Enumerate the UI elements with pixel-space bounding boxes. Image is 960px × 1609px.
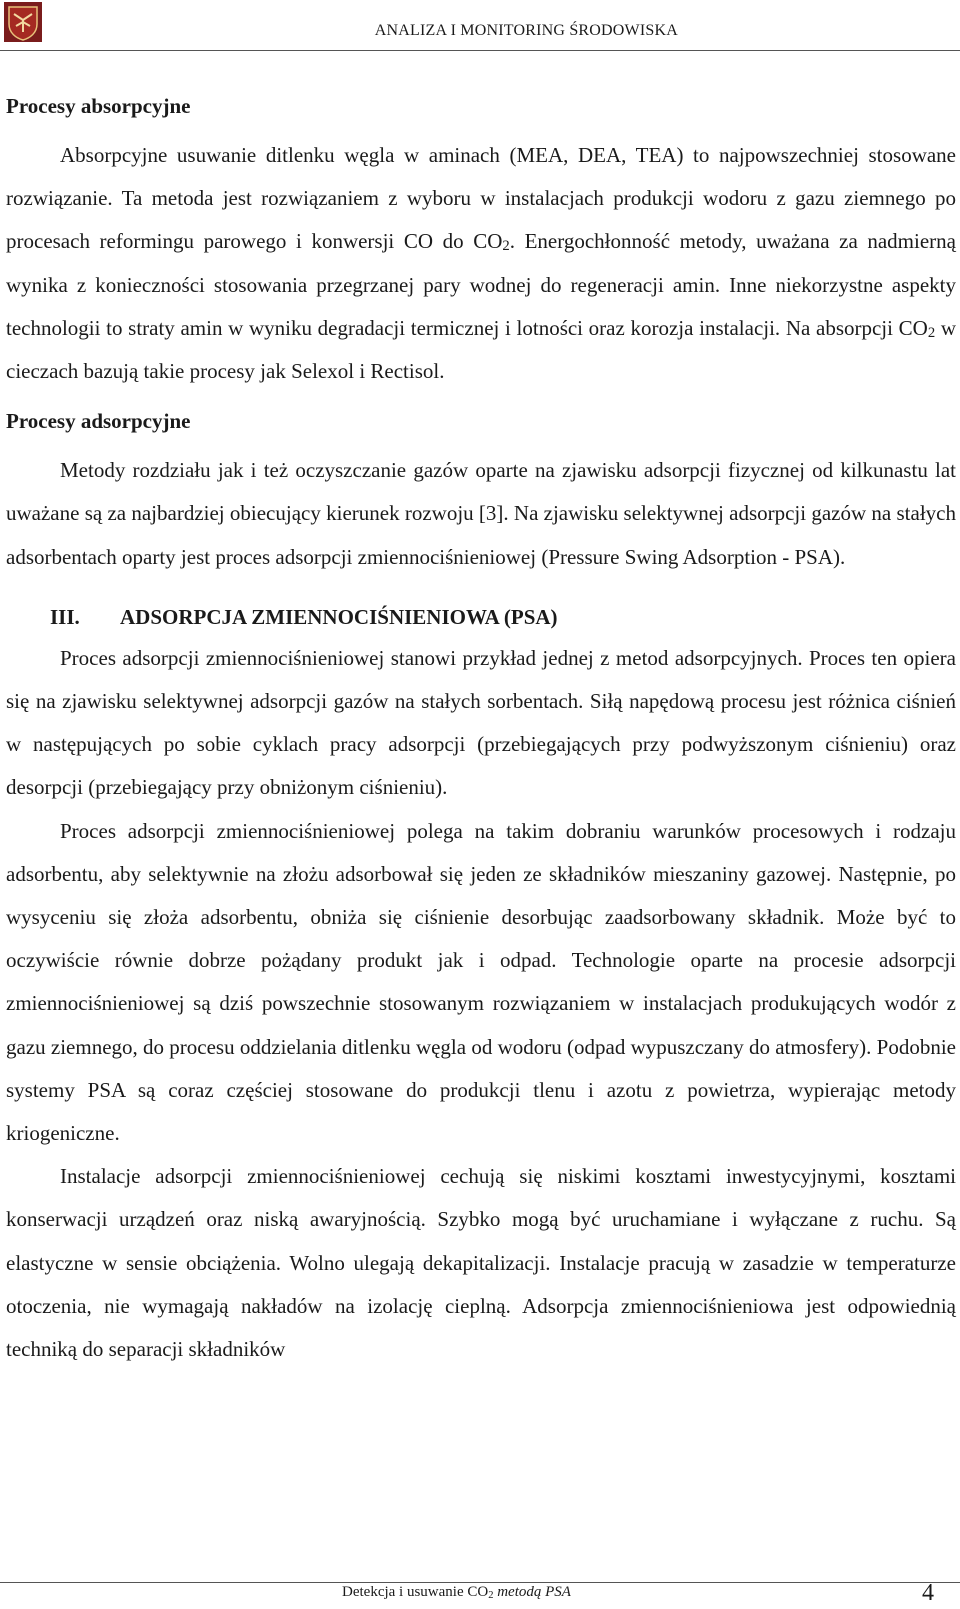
document-body	[6, 86, 956, 1371]
section-title-absorption: Procesy absorpcyjne	[6, 94, 191, 118]
page-number: 4	[922, 1580, 934, 1606]
paragraph-psa-2: Proces adsorpcji zmiennociśnieniowej polega na takim dobraniu warunków procesowych i rodzaju adsorbentu, aby selektywnie na złożu adsorbował się jeden ze składników mieszaniny gazowej. Następnie, po wysyceniu się złoża adsorbentu, obniża się ciśnienie desorbując zaadsorbowany składnik. Może być to oczywiście równie dobrze pożądany produkt jak i odpad. Technologie oparte na procesie adsorpcji zmiennociśnieniowej są dziś powszechnie stosowanym rozwiązaniem w instalacjach produkujących wodór z gazu ziemnego, do procesu oddzielania ditlenku węgla od wodoru (odpad wypuszczany do atmosfery). Podobnie systemy PSA są coraz częściej stosowane do produkcji tlenu i azotu z powietrza, wypierając metody kriogeniczne.	[6, 818, 956, 1146]
header-divider	[0, 50, 960, 51]
paragraph-psa-1: Proces adsorpcji zmiennociśnieniowej stanowi przykład jednej z metod adsorpcyjnych. Proces ten opiera się na zjawisku selektywnej adsorpcji gazów na stałych sorbentach. Siłą napędową procesu jest różnica ciśnień w następujących po sobie cyklach pracy adsorpcji (przebiegających przy podwyższonym ciśnieniu) oraz desorpcji (przebiegający przy obniżonym ciśnieniu).	[6, 645, 956, 800]
footer-text: Detekcja i usuwanie $CO_2$ metodą PSA	[342, 1584, 571, 1601]
paragraph-adsorption: Metody rozdziału jak i też oczyszczanie gazów oparte na zjawisku adsorpcji fizycznej od kilkunastu lat uważane są za najbardziej obiecujący kierunek rozwoju [3]. Na zjawisku selektywnej adsorpcji gazów na stałych adsorbentach oparty jest proces adsorpcji zmiennociśnieniowej (Pressure Swing Adsorption - PSA).	[6, 458, 956, 569]
footer-divider	[0, 1582, 960, 1583]
chapter-title: ADSORPCJA ZMIENNOCIŚNIENIOWA (PSA)	[120, 604, 558, 629]
chapter-number: III.	[50, 604, 80, 629]
header-title: ANALIZA I MONITORING ŚRODOWISKA	[374, 22, 678, 39]
paragraph-psa-3: Instalacje adsorpcji zmiennociśnieniowej cechują się niskimi kosztami inwestycyjnymi, kosztami konserwacji urządzeń oraz niską awaryjnością. Szybko mogą być uruchamiane i wyłączane z ruchu. Są elastyczne w sensie obciążenia. Wolno ulegają dekapitalizacji. Instalacje pracują w zasadzie w temperaturze otoczenia, nie wymagają nakładów na izolację cieplną. Adsorpcja zmiennociśnieniowa jest odpowiednią techniką do separacji składników	[6, 1164, 956, 1362]
chapter-heading	[6, 597, 956, 637]
page-header	[0, 0, 960, 52]
section-title-adsorption: Procesy adsorpcyjne	[6, 409, 191, 434]
paragraph-absorption: Absorpcyjne usuwanie ditlenku węgla w aminach (MEA, DEA, TEA) to najpowszechniej stosowane rozwiązanie. Ta metoda jest rozwiązaniem z wyboru w instalacjach produkcji wodoru z gazu ziemnego po procesach reformingu parowego i konwersji CO do $CO_2$. Energochłonność metody, uważana za nadmierną wynika z konieczności stosowania przegrzanej pary wodnej do regeneracji amin. Inne niekorzystne aspekty technologii to straty amin w wyniku degradacji termicznej i lotności oraz korozja instalacji. Na absorpcji $CO_2$ w cieczach bazują takie procesy jak Selexol i Rectisol.	[6, 143, 957, 384]
university-crest-icon	[4, 2, 42, 42]
